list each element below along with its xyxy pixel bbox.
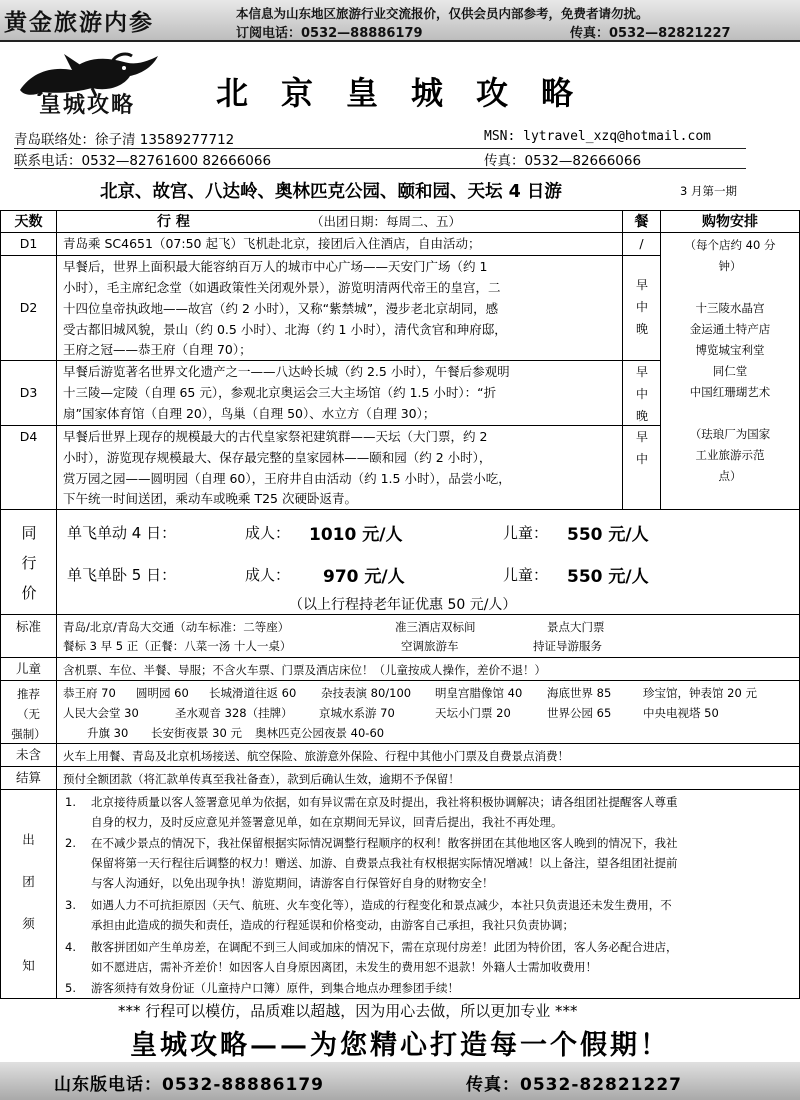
meal-label: 早中晚 (635, 278, 648, 336)
phone-contact: 联系电话：0532—82761600 82666066 (14, 153, 272, 169)
recommend-item: 世界公园 65 (547, 706, 612, 720)
price-cell (56, 509, 800, 615)
shop-line: 工业旅游示范 (695, 448, 765, 462)
msn-contact: MSN: lytravel_xzq@hotmail.com (484, 129, 711, 144)
meal-cell (622, 255, 661, 361)
notes-label-cell (0, 789, 57, 999)
trip-line: 十三陵—定陵（自理 65 元），参观北京奥运会三大主场馆（约 1.5 小时）：“折 (63, 385, 497, 400)
child-label-cell (0, 657, 57, 681)
trip-line: 早餐后，世界上面积最大能容纳百万人的城市中心广场——天安门广场（约 1 (63, 259, 488, 274)
settlement-label: 结算 (15, 770, 41, 785)
trip-line: 青岛乘 SC4651（07:50 起飞）飞机赴北京，接团后入住酒店，自由活动； (63, 236, 481, 251)
shop-line: （珐琅厂为国家 (689, 427, 771, 441)
trip-line: 王府之冠——恭王府（自理 70）； (63, 342, 252, 357)
note-line: 在不减少景点的情况下，我社保留根据实际情况调整行程顺序的权利！散客拼团在其他地区客人晚到的情况下，我社 (91, 836, 678, 850)
notes-label-char: 须 (22, 916, 35, 931)
recommend-item: 升旗 30 (87, 726, 129, 740)
recommend-item: 中央电视塔 50 (643, 706, 719, 720)
trip-line: 受古都旧城风貌，景山（约 0.5 小时）、北海（约 1 小时），清代贪官和珅府邸， (63, 322, 507, 337)
meal-cell (622, 360, 661, 426)
excluded-cell (56, 743, 800, 767)
meal-column-header: 餐 (634, 214, 649, 230)
slogan-line: *** 行程可以模仿，品质难以超越，因为用心去做，所以更加专业 *** (118, 1002, 578, 1020)
banner-order-phone: 订阅电话：0532—88886179 (236, 26, 423, 41)
price-row-name: 单飞单卧 5 日： (67, 566, 177, 584)
banner-fax: 传真：0532—82821227 (570, 26, 731, 41)
recommend-label: （无 (17, 707, 40, 721)
excluded-text: 火车上用餐、青岛及北京机场接送、航空保险、旅游意外保险、行程中其他小门票及自费景点消费！ (63, 749, 569, 763)
trip-cell (56, 425, 623, 510)
day-cell (0, 232, 57, 256)
note-line: 承担由此造成的损失和责任，造成的行程延误和价格变动，由游客自己承担，我社只负责协调； (91, 918, 574, 932)
day-label: D3 (19, 385, 38, 400)
shop-line: 同仁堂 (712, 364, 748, 378)
meal-label: 早中 (635, 430, 648, 466)
logo-text: 皇城攻略 (38, 92, 135, 118)
child-label: 儿童 (15, 661, 41, 676)
trip-line: 十四位皇帝执政地——故宫（约 2 小时），又称“紫禁城”，漫步老北京胡同，感 (63, 301, 499, 316)
trip-line: 早餐后世界上现存的规模最大的古代皇家祭祀建筑群——天坛（大门票，约 2 (63, 429, 488, 444)
standard-label-cell (0, 614, 57, 658)
recommend-item: 珍宝馆，钟表馆 20 元 (643, 686, 757, 700)
excluded-label-cell (0, 743, 57, 767)
standard-item: 青岛/北京/青岛大交通（动车标准：二等座） (63, 620, 290, 634)
recommend-item: 杂技表演 80/100 (321, 686, 412, 700)
note-number: 5. (65, 981, 76, 995)
child-cell (56, 657, 800, 681)
trip-line: 赏万园之园——圆明园（自理 60），王府井自由活动（约 1.5 小时），品尝小吃， (63, 471, 511, 486)
standard-item: 持证导游服务 (533, 639, 602, 653)
recommend-item: 圣水观音 328（挂牌） (175, 706, 293, 720)
day-label: D4 (19, 429, 38, 444)
note-line: 如不愿进店，需补齐差价！如因客人自身原因离团，未发生的费用恕不退款！外籍人士需加收费用！ (91, 960, 597, 974)
trip-column-header: 行 程 (157, 214, 190, 230)
standard-item: 空调旅游车 (401, 639, 459, 653)
recommend-item: 长安街夜景 30 元 (151, 726, 242, 740)
recommend-item: 奥林匹克公园夜景 40-60 (255, 726, 385, 740)
issue-label: 3 月第一期 (680, 184, 737, 198)
price-label: 同行价 (21, 524, 37, 602)
trip-cell (56, 232, 623, 256)
shop-line: 钟） (718, 259, 742, 273)
price-row-name: 单飞单动 4 日： (67, 524, 177, 542)
day-cell (0, 425, 57, 510)
header-day-cell (0, 210, 57, 233)
day-cell (0, 255, 57, 361)
recommend-label: 强制） (11, 727, 46, 741)
adult-price: 970 元/人 (323, 567, 405, 587)
shop-line: 十三陵水晶宫 (695, 301, 765, 315)
notes-cell (56, 789, 800, 999)
qingdao-contact: 青岛联络处：徐子清 13589277712 (14, 132, 235, 148)
excluded-label: 未含 (15, 747, 41, 762)
note-line: 如遇人力不可抗拒原因（天气、航班、火车变化等），造成的行程变化和景点减少，本社只负责退还未发生费用，不 (91, 898, 672, 912)
settlement-text: 预付全额团款（将汇款单传真至我社备查），款到后确认生效，逾期不予保留！ (63, 772, 460, 786)
shop-line: 点） (718, 469, 742, 483)
trip-line: 小时），毛主席纪念堂（如遇政策性关闭观外景），游览明清两代帝王的皇宫，二 (63, 280, 501, 295)
logo (12, 52, 162, 124)
recommend-item: 圆明园 60 (136, 686, 189, 700)
notes-label-char: 知 (22, 958, 35, 973)
price-note: （以上行程持老年证优惠 50 元/人） (289, 597, 517, 613)
day-label: D2 (19, 300, 38, 315)
fax-contact: 传真：0532—82666066 (484, 153, 642, 169)
child-price: 550 元/人 (567, 525, 649, 545)
settlement-cell (56, 766, 800, 790)
footer-fax: 传真：0532-82821227 (466, 1075, 682, 1095)
adult-label: 成人： (245, 566, 291, 584)
standard-item: 准三酒店双标间 (395, 620, 476, 634)
footer-phone: 山东版电话：0532-88886179 (54, 1075, 324, 1095)
child-price: 550 元/人 (567, 567, 649, 587)
note-line: 保留将第一天行程往后调整的权力！赠送、加游、自费景点我社有权根据实际情况增减！以上备注，望各组团社提前 (91, 856, 678, 870)
recommend-item: 明皇宫腊像馆 40 (435, 686, 523, 700)
header-shop-cell (660, 210, 800, 233)
day-column-header: 天数 (14, 214, 43, 230)
recommend-item: 海底世界 85 (547, 686, 612, 700)
standard-label: 标准 (15, 619, 41, 634)
price-label-cell (0, 509, 57, 615)
note-number: 1. (65, 795, 76, 809)
recommend-item: 长城滑道往返 60 (209, 686, 297, 700)
trip-cell (56, 360, 623, 426)
note-line: 散客拼团如产生单房差，在调配不到三人间或加床的情况下，需在京现付房差！此团为特价团，客人务必配合进店， (91, 940, 678, 954)
route-title: 北京、故宫、八达岭、奥林匹克公园、颐和园、天坛 4 日游 (100, 182, 562, 202)
trip-cell (56, 255, 623, 361)
trip-line: 早餐后游览著名世界文化遗产之一——八达岭长城（约 2.5 小时），午餐后参观明 (63, 364, 510, 379)
note-line: 北京接待质量以客人签署意见单为依据，如有异议需在京及时提出，我社将积极协调解决；请各组团社提醒客人尊重 (91, 795, 678, 809)
note-number: 4. (65, 940, 76, 954)
shop-line: 金运通土特产店 (689, 322, 771, 336)
departure-dates: （出团日期：每周二、五） (311, 214, 462, 229)
shop-column-header: 购物安排 (702, 214, 758, 230)
recommend-label: 推荐 (17, 687, 40, 701)
standard-cell (56, 614, 800, 658)
day-label: D1 (19, 236, 38, 251)
header-meal-cell (622, 210, 661, 233)
notes-label-char: 出 (22, 832, 35, 847)
shopping-cell (660, 232, 800, 510)
divider (14, 168, 746, 169)
child-label: 儿童： (503, 566, 549, 584)
day-cell (0, 360, 57, 426)
recommend-item: 京城水系游 70 (319, 706, 395, 720)
header-trip-cell (56, 210, 623, 233)
note-number: 2. (65, 836, 76, 850)
settlement-label-cell (0, 766, 57, 790)
shop-line: （每个店约 40 分 (684, 238, 776, 252)
page-title: 北京皇城攻略 (216, 74, 607, 112)
brand-name: 黄金旅游内参 (4, 9, 154, 36)
banner-notice: 本信息为山东地区旅游行业交流报价，仅供会员内部参考，免费者请勿扰。 (236, 6, 649, 21)
meal-label: 早中晚 (635, 365, 648, 423)
adult-label: 成人： (245, 524, 291, 542)
recommend-label-cell (0, 680, 57, 744)
trip-line: 下午统一时间送团，乘动车或晚乘 T25 次硬卧返青。 (63, 491, 357, 506)
child-policy: 含机票、车位、半餐、导服；不含火车票、门票及酒店床位！（儿童按成人操作，差价不退！） (63, 663, 546, 677)
trip-line: 小时），游览现存规模最大、保存最完整的皇家园林——颐和园（约 2 小时）， (63, 450, 492, 465)
adult-price: 1010 元/人 (309, 525, 403, 545)
standard-item: 景点大门票 (547, 620, 605, 634)
child-label: 儿童： (503, 524, 549, 542)
big-slogan: 皇城攻略——为您精心打造每一个假期！ (130, 1030, 670, 1061)
top-banner (0, 0, 800, 42)
note-line: 与客人沟通好，以免出现争执！游览期间，请游客自行保管好自身的财物安全！ (91, 876, 494, 890)
shop-line: 博览城宝利堂 (695, 343, 765, 357)
shop-line: 中国红珊瑚艺术 (689, 385, 771, 399)
note-line: 游客须持有效身份证（儿童持户口簿）原件，到集合地点办理参团手续！ (91, 981, 459, 995)
recommend-item: 人民大会堂 30 (63, 706, 139, 720)
meal-label: / (639, 236, 644, 251)
recommend-item: 恭王府 70 (63, 686, 116, 700)
trip-line: 扇”国家体育馆（自理 20），鸟巢（自理 50）、水立方（自理 30）； (63, 406, 436, 421)
recommend-cell (56, 680, 800, 744)
notes-label-char: 团 (22, 874, 35, 889)
standard-item: 餐标 3 早 5 正（正餐：八菜一汤 十人一桌） (63, 639, 292, 653)
footer-bar (0, 1062, 800, 1100)
recommend-item: 天坛小门票 20 (435, 706, 511, 720)
note-number: 3. (65, 898, 76, 912)
meal-cell (622, 232, 661, 256)
meal-cell (622, 425, 661, 510)
note-line: 自身的权力，及时反应意见并签署意见单，如在京期间无异议，回青后提出，我社不再处理。 (91, 815, 563, 829)
